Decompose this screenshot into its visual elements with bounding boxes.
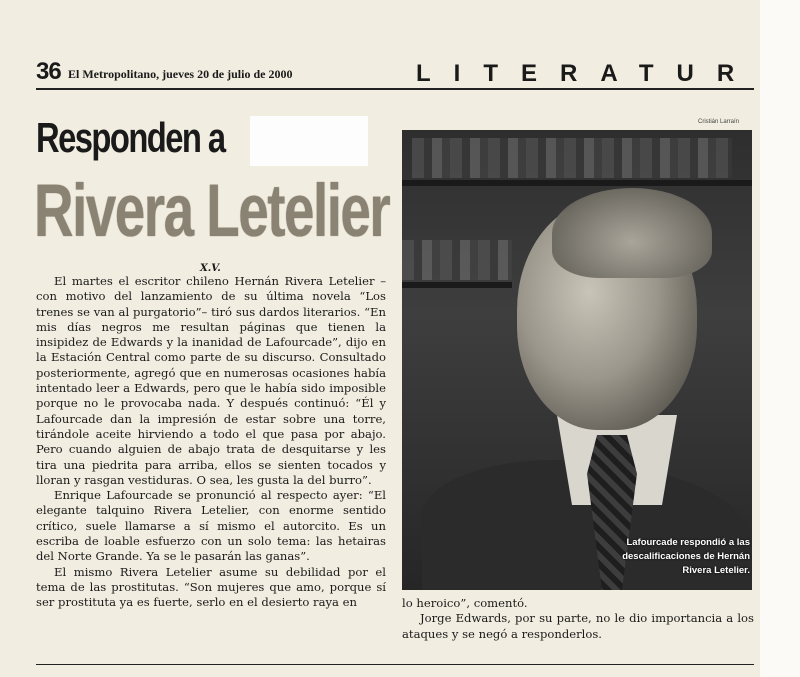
article-body-right bbox=[402, 596, 754, 642]
paragraph: lo heroico”, comentó. bbox=[402, 596, 528, 610]
photo-credit: Cristián Larraín bbox=[698, 119, 740, 125]
redaction-box bbox=[250, 116, 368, 166]
bookshelf-books bbox=[412, 138, 732, 178]
paragraph: El mismo Rivera Letelier asume su debilidad por el tema de las prostitutas. “Son mujeres que amo, porque sí ser prostituta ya es fuerte, serlo en el desierto raya en bbox=[36, 564, 386, 610]
bookshelf-books bbox=[402, 240, 512, 280]
bookshelf-shelf bbox=[402, 282, 512, 288]
photo-caption: Lafourcade respondió a las descalificaciones de Hernán Rivera Letelier. bbox=[622, 537, 750, 576]
portrait-photo bbox=[402, 130, 752, 590]
footer-rule bbox=[36, 664, 754, 665]
article-body-left bbox=[36, 274, 386, 611]
page-header bbox=[36, 58, 758, 88]
section-title: LITERATUR bbox=[416, 60, 758, 87]
paragraph: El martes el escritor chileno Hernán Rivera Letelier –con motivo del lanzamiento de su última novela “Los trenes se van al purgatorio”– tiró sus dardos literarios. “En mis días negros me resultan páginas que tienen la insipidez de Edwards y la inanidad de Lafourcade”, dijo en la Estación Central como parte de su discurso. Consultado posteriormente, agregó que en numerosas ocasiones había intentado leer a Edwards, pero que le había sido imposible porque no le provocaba nada. Y después continuó: “Él y Lafourcade dan la impresión de estar sobre una torre, tirándole aceite hirviendo a todo el que pasa por abajo. Pero cuando alguien de abajo trata de desquitarse y les tira una piedrita para arriba, ellos se sienten tocados y lloran y rasgan vestiduras. O sea, les gusta la del burro”. bbox=[36, 274, 386, 487]
paragraph: Jorge Edwards, por su parte, no le dio importancia a los ataques y se negó a responderlos. bbox=[402, 611, 754, 641]
article-author: X.V. bbox=[200, 263, 221, 274]
scan-margin bbox=[760, 0, 800, 677]
headline-line-1: Responden a bbox=[36, 114, 225, 161]
page-number: 36 bbox=[36, 58, 61, 85]
bookshelf-shelf bbox=[402, 180, 752, 186]
header-rule bbox=[36, 88, 754, 90]
headline-line-2: Rivera Letelier bbox=[34, 169, 390, 252]
portrait-hair bbox=[552, 188, 712, 278]
publication-dateline: El Metropolitano, jueves 20 de julio de 2000 bbox=[68, 67, 293, 81]
paragraph: Enrique Lafourcade se pronunció al respecto ayer: “El elegante talquino Rivera Letelier, con enorme sentido crítico, suele llamarse a sí mismo el autorcito. Es un escriba de loable esfuerzo con un solo tema: las hetairas del Norte Grande. Ya se le pasarán las ganas”. bbox=[36, 488, 386, 564]
